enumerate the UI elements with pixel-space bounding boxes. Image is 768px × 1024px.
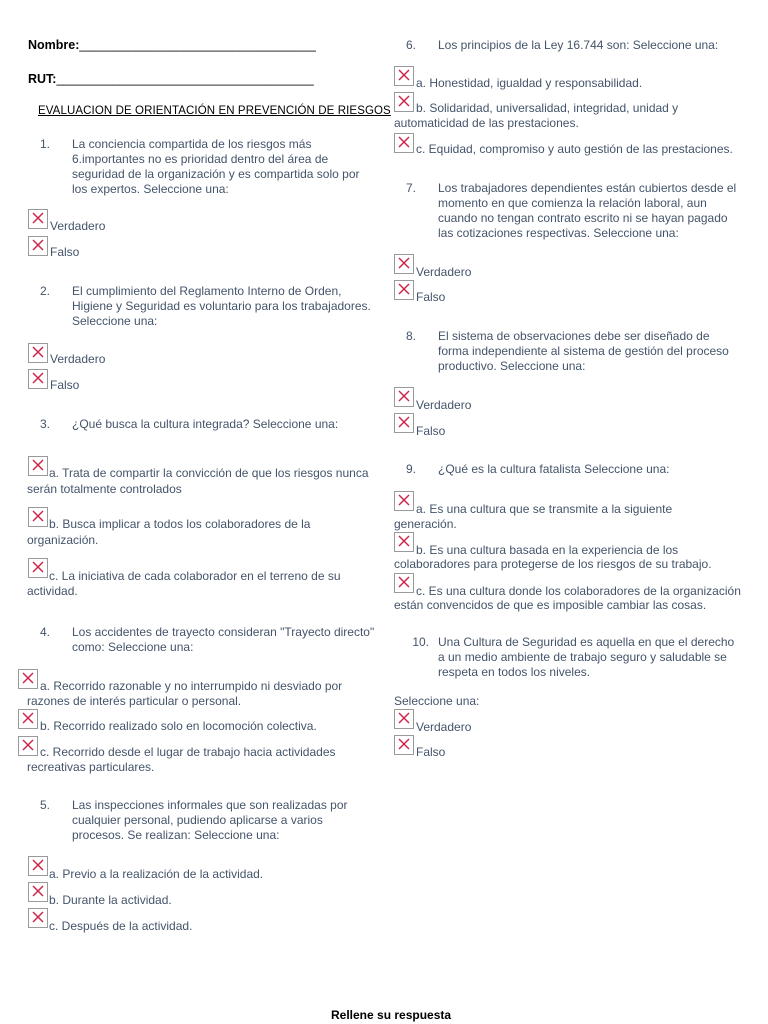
x-mark-icon [22,672,34,684]
option-label: Verdadero [416,265,472,279]
answer-checkbox[interactable] [18,736,38,756]
x-mark-icon [398,283,410,295]
question-text-line: Los accidentes de trayecto consideran "Trayecto directo" [72,625,375,639]
x-mark-icon [32,239,44,251]
question-text-line: cualquier personal, pudiendo aplicarse a varios [72,813,323,827]
option-label: Falso [50,245,80,259]
question-instruction: Seleccione una: [394,694,480,708]
page-title: EVALUACION DE ORIENTACIÓN EN PREVENCIÓN DE RIESGOS [38,105,391,117]
option-label: razones de interés particular o personal. [27,694,242,708]
option-label: a. Es una cultura que se transmite a la siguiente [416,502,673,516]
x-mark-icon [398,416,410,428]
x-mark-icon [398,738,410,750]
option-label: c. Equidad, compromiso y auto gestión de las prestaciones. [416,142,733,156]
question-text-line: los expertos. Seleccione una: [72,182,229,196]
question-number: 9. [405,462,416,476]
option-label: están convencidos de que es imposible cambiar las cosas. [394,598,707,612]
answer-checkbox[interactable] [28,908,48,928]
question-text-line: momento en que comienza la relación laboral, aun [438,196,707,210]
answer-checkbox[interactable] [28,343,48,363]
x-mark-icon [398,535,410,547]
answer-checkbox[interactable] [28,369,48,389]
option-label: organización. [27,533,99,547]
question-text-line: Las inspecciones informales que son realizadas por [72,798,348,812]
x-mark-icon [32,885,44,897]
answer-checkbox[interactable] [394,491,414,511]
question-text-line: a un medio ambiente de trabajo seguro y saludable se [438,650,727,664]
option-label: Verdadero [50,352,106,366]
option-label: a. Trata de compartir la convicción de que los riesgos nunca [49,466,369,480]
answer-checkbox[interactable] [394,413,414,433]
answer-checkbox[interactable] [18,709,38,729]
question-text-line: El sistema de observaciones debe ser diseñado de [438,329,710,343]
x-mark-icon [22,712,34,724]
question-text-line: productivo. Seleccione una: [438,359,586,373]
answer-checkbox[interactable] [394,92,414,112]
x-mark-icon [398,95,410,107]
option-label: recreativas particulares. [27,760,155,774]
option-label: Verdadero [416,720,472,734]
x-mark-icon [32,212,44,224]
question-number: 7. [405,181,416,195]
x-mark-icon [32,459,44,471]
option-label: b. Es una cultura basada en la experiencia de los [416,543,679,557]
x-mark-icon [398,69,410,81]
question-text-line: Higiene y Seguridad es voluntario para los trabajadores. [72,299,371,313]
option-label: automaticidad de las prestaciones. [394,116,579,130]
option-label: actividad. [27,584,78,598]
option-label: Falso [50,378,80,392]
x-mark-icon [32,372,44,384]
x-mark-icon [398,136,410,148]
answer-checkbox[interactable] [28,558,48,578]
question-text-line: Los trabajadores dependientes están cubiertos desde el [438,181,737,195]
x-mark-icon [398,390,410,402]
answer-checkbox[interactable] [394,66,414,86]
answer-checkbox[interactable] [18,669,38,689]
question-text-line: La conciencia compartida de los riesgos más [72,137,312,151]
rut-field[interactable]: _____________________________________ [56,72,314,86]
answer-checkbox[interactable] [394,532,414,552]
option-label: serán totalmente controlados [27,482,182,496]
answer-checkbox[interactable] [394,254,414,274]
x-mark-icon [32,859,44,871]
answer-checkbox[interactable] [28,236,48,256]
question-text-line: ¿Qué es la cultura fatalista Seleccione una: [438,462,670,476]
question-text-line: como: Seleccione una: [72,640,194,654]
x-mark-icon [398,257,410,269]
footer-instruction: Rellene su respuesta [331,1008,452,1022]
option-label: a. Honestidad, igualdad y responsabilidad. [416,76,643,90]
option-label: Verdadero [416,398,472,412]
option-label: c. Después de la actividad. [49,919,193,933]
question-number: 1. [39,137,50,151]
question-text-line: ¿Qué busca la cultura integrada? Seleccione una: [72,417,339,431]
option-label: c. La iniciativa de cada colaborador en el terreno de su [49,569,341,583]
nombre-label [28,38,316,52]
option-label: Verdadero [50,219,106,233]
answer-checkbox[interactable] [28,507,48,527]
option-label: b. Recorrido realizado solo en locomoción colectiva. [40,719,317,733]
option-label: Falso [416,424,446,438]
question-text-line: 6.importantes no es prioridad dentro del área de [72,152,329,166]
question-text-line: las cotizaciones respectivas. Seleccione una: [438,226,679,240]
answer-checkbox[interactable] [28,856,48,876]
option-label: Falso [416,290,446,304]
answer-checkbox[interactable] [394,735,414,755]
option-label: generación. [394,517,457,531]
question-number: 5. [39,798,50,812]
x-mark-icon [398,494,410,506]
nombre-field[interactable]: __________________________________ [79,38,316,52]
answer-checkbox[interactable] [28,456,48,476]
x-mark-icon [32,911,44,923]
option-label: b. Busca implicar a todos los colaboradores de la [49,517,311,531]
question-number: 8. [405,329,416,343]
x-mark-icon [32,510,44,522]
question-number: 6. [405,38,416,52]
x-mark-icon [398,712,410,724]
x-mark-icon [398,576,410,588]
question-text-line: procesos. Se realizan: Seleccione una: [72,828,280,842]
question-text-line: Los principios de la Ley 16.744 son: Seleccione una: [438,38,719,52]
answer-checkbox[interactable] [394,387,414,407]
nombre-label-text: Nombre: [28,38,80,52]
option-label: b. Solidaridad, universalidad, integridad, unidad y [416,101,679,115]
answer-checkbox[interactable] [394,280,414,300]
option-label: b. Durante la actividad. [49,893,172,907]
question-text-line: cuando no tengan contrato escrito ni se hayan pagado [438,211,728,225]
question-text-line: Seleccione una: [72,314,158,328]
rut-label [28,72,314,86]
answer-checkbox[interactable] [28,882,48,902]
x-mark-icon [22,739,34,751]
question-text-line: Una Cultura de Seguridad es aquella en que el derecho [438,635,735,649]
question-text-line: forma independiente al sistema de gestión del proceso [438,344,729,358]
answer-checkbox[interactable] [394,133,414,153]
option-label: c. Es una cultura donde los colaboradores de la organización [416,584,741,598]
option-label: Falso [416,745,446,759]
option-label: c. Recorrido desde el lugar de trabajo hacia actividades [40,745,336,759]
x-mark-icon [32,346,44,358]
answer-checkbox[interactable] [394,709,414,729]
answer-checkbox[interactable] [394,573,414,593]
answer-checkbox[interactable] [28,209,48,229]
option-label: colaboradores para protegerse de los riesgos de su trabajo. [394,557,712,571]
option-label: a. Recorrido razonable y no interrumpido ni desviado por [40,679,343,693]
option-label: a. Previo a la realización de la actividad. [49,867,264,881]
question-text-line: seguridad de la organización y es compartida solo por [72,167,360,181]
x-mark-icon [32,561,44,573]
question-number: 4. [39,625,50,639]
rut-label-text: RUT: [28,72,57,86]
question-number: 2. [39,284,50,298]
question-text-line: respeta en todos los niveles. [438,665,591,679]
question-number: 10. [412,635,429,649]
question-text-line: El cumplimiento del Reglamento Interno de Orden, [72,284,342,298]
question-number: 3. [39,417,50,431]
